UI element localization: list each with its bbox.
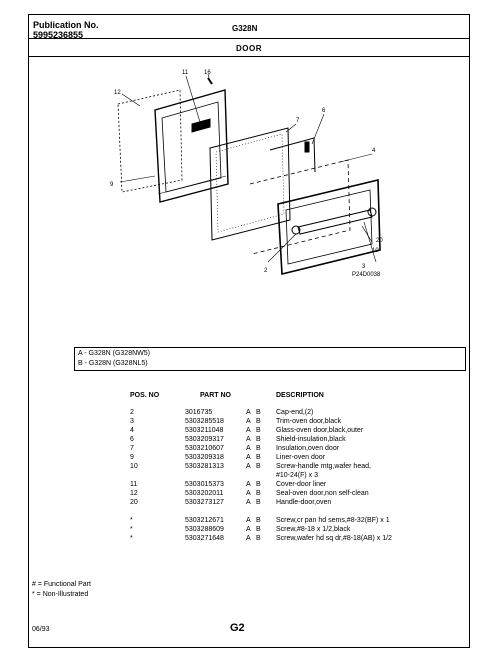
model-a-cell: A	[246, 427, 251, 434]
description-cell: Liner-oven door	[276, 454, 326, 461]
pos-cell: *	[130, 535, 133, 542]
model-legend	[74, 347, 466, 371]
table-row	[120, 507, 450, 516]
pos-cell: 7	[130, 445, 134, 452]
pos-cell: 4	[130, 427, 134, 434]
pos-cell: 9	[130, 454, 134, 461]
publication-block	[33, 20, 99, 40]
part-number-cell: 5303273127	[185, 499, 224, 506]
model-b-cell: B	[256, 517, 261, 524]
table-row	[120, 417, 450, 426]
part-cover	[192, 119, 210, 132]
exploded-door-diagram	[100, 62, 400, 287]
model-b-cell: B	[256, 535, 261, 542]
header-divider	[28, 38, 470, 39]
model-b-cell: B	[256, 427, 261, 434]
part-number-cell: 5303209317	[185, 436, 224, 443]
callout-6: 6	[322, 108, 326, 114]
model-b-cell: B	[256, 499, 261, 506]
table-row	[120, 408, 450, 417]
model-a-cell: A	[246, 436, 251, 443]
publication-number: 5995236855	[33, 30, 84, 40]
description-cell: Trim-oven door,black	[276, 418, 342, 425]
description-cell: Glass-oven door,black,outer	[276, 427, 364, 434]
model-b-cell: B	[256, 526, 261, 533]
callout-3: 3	[362, 264, 366, 270]
model-a-cell: A	[246, 517, 251, 524]
table-row	[120, 453, 450, 462]
header-part: PART NO	[200, 392, 231, 399]
table-row	[120, 480, 450, 489]
callout-11: 11	[182, 70, 189, 76]
model-b-cell: B	[256, 481, 261, 488]
description-cell: Shield-insulation,black	[276, 436, 346, 443]
table-row	[120, 489, 450, 498]
model-a-cell: A	[246, 490, 251, 497]
part-handle	[298, 210, 372, 234]
callout-2: 2	[264, 268, 268, 274]
description-cell: Screw,#8-18 x 1/2,black	[276, 526, 351, 533]
model-b-cell: B	[256, 418, 261, 425]
model-a-cell: A	[246, 499, 251, 506]
table-row	[120, 534, 450, 543]
callout-9: 9	[110, 182, 114, 188]
callout-4: 4	[372, 148, 376, 154]
pos-cell: 12	[130, 490, 138, 497]
description-cell: Screw,cr pan hd sems,#8-32(BF) x 1	[276, 517, 390, 524]
model-a-cell: A	[246, 535, 251, 542]
pos-cell: 3	[130, 418, 134, 425]
table-row	[120, 435, 450, 444]
section-title: DOOR	[236, 44, 262, 53]
model-a-cell: A	[246, 463, 251, 470]
table-row	[120, 498, 450, 507]
table-row	[120, 426, 450, 435]
description-cell: #10-24(F) x 3	[276, 472, 319, 479]
table-row	[120, 516, 450, 525]
callout-12: 12	[114, 90, 121, 96]
model-a-cell: A	[246, 418, 251, 425]
description-cell: Cover-door liner	[276, 481, 327, 488]
model-a-cell: A	[246, 481, 251, 488]
pos-cell: *	[130, 526, 133, 533]
note-functional: # = Functional Part	[32, 581, 91, 588]
table-row	[120, 462, 450, 471]
pos-cell: 2	[130, 409, 134, 416]
part-number-cell: 5303015373	[185, 481, 224, 488]
part-number-cell: 5303271648	[185, 535, 224, 542]
model-a-cell: A	[246, 526, 251, 533]
table-row	[120, 471, 450, 480]
part-number-cell: 5303212671	[185, 517, 224, 524]
model-b-cell: B	[256, 490, 261, 497]
model-b-cell: B	[256, 445, 261, 452]
diagram-code: P24D0038	[352, 272, 381, 278]
model-b-cell: B	[256, 454, 261, 461]
part-number-cell: 5303202011	[185, 490, 224, 497]
page-number: G2	[230, 622, 245, 634]
part-number-cell: 5303281313	[185, 463, 224, 470]
callout-7: 7	[296, 118, 300, 124]
header-desc: DESCRIPTION	[276, 392, 324, 399]
footer-date: 06/93	[32, 626, 50, 633]
legend-a: A - G328N (G328NW5)	[78, 350, 150, 357]
model-b-cell: B	[256, 463, 261, 470]
pos-cell: 10	[130, 463, 138, 470]
part-number-cell: 5303210607	[185, 445, 224, 452]
description-cell: Cap-end,(2)	[276, 409, 314, 416]
callout-20: 20	[376, 238, 383, 244]
part-number-cell: 3016735	[185, 409, 213, 416]
part-number-cell: 5303209318	[185, 454, 224, 461]
callout-10: 10	[372, 248, 379, 254]
model-a-cell: A	[246, 445, 251, 452]
description-cell: Insulation,oven door	[276, 445, 340, 452]
note-non-illustrated: * = Non-Illustrated	[32, 591, 89, 598]
model-b-cell: B	[256, 409, 261, 416]
part-number-cell: 5303285518	[185, 418, 224, 425]
model-number: G328N	[232, 24, 258, 33]
part-number-cell: 5303288609	[185, 526, 224, 533]
notes	[32, 580, 91, 600]
description-cell: Handle-door,oven	[276, 499, 332, 506]
pos-cell: *	[130, 517, 133, 524]
part-number-cell: 5303211048	[185, 427, 224, 434]
legend-b: B - G328N (G328NL5)	[78, 360, 148, 367]
description-cell: Screw-handle mtg,wafer head,	[276, 463, 371, 470]
pos-cell: 20	[130, 499, 138, 506]
table-row	[120, 525, 450, 534]
header-pos: POS. NO	[130, 392, 160, 399]
pos-cell: 11	[130, 481, 138, 488]
pos-cell: 6	[130, 436, 134, 443]
publication-label: Publication No.	[33, 20, 99, 30]
model-b-cell: B	[256, 436, 261, 443]
table-row	[120, 444, 450, 453]
description-cell: Screw,wafer hd sq dr,#8-18(AB) x 1/2	[276, 535, 392, 542]
callout-16: 16	[204, 70, 211, 76]
model-a-cell: A	[246, 454, 251, 461]
section-divider	[28, 56, 470, 57]
description-cell: Seal-oven door,non self-clean	[276, 490, 369, 497]
model-a-cell: A	[246, 409, 251, 416]
